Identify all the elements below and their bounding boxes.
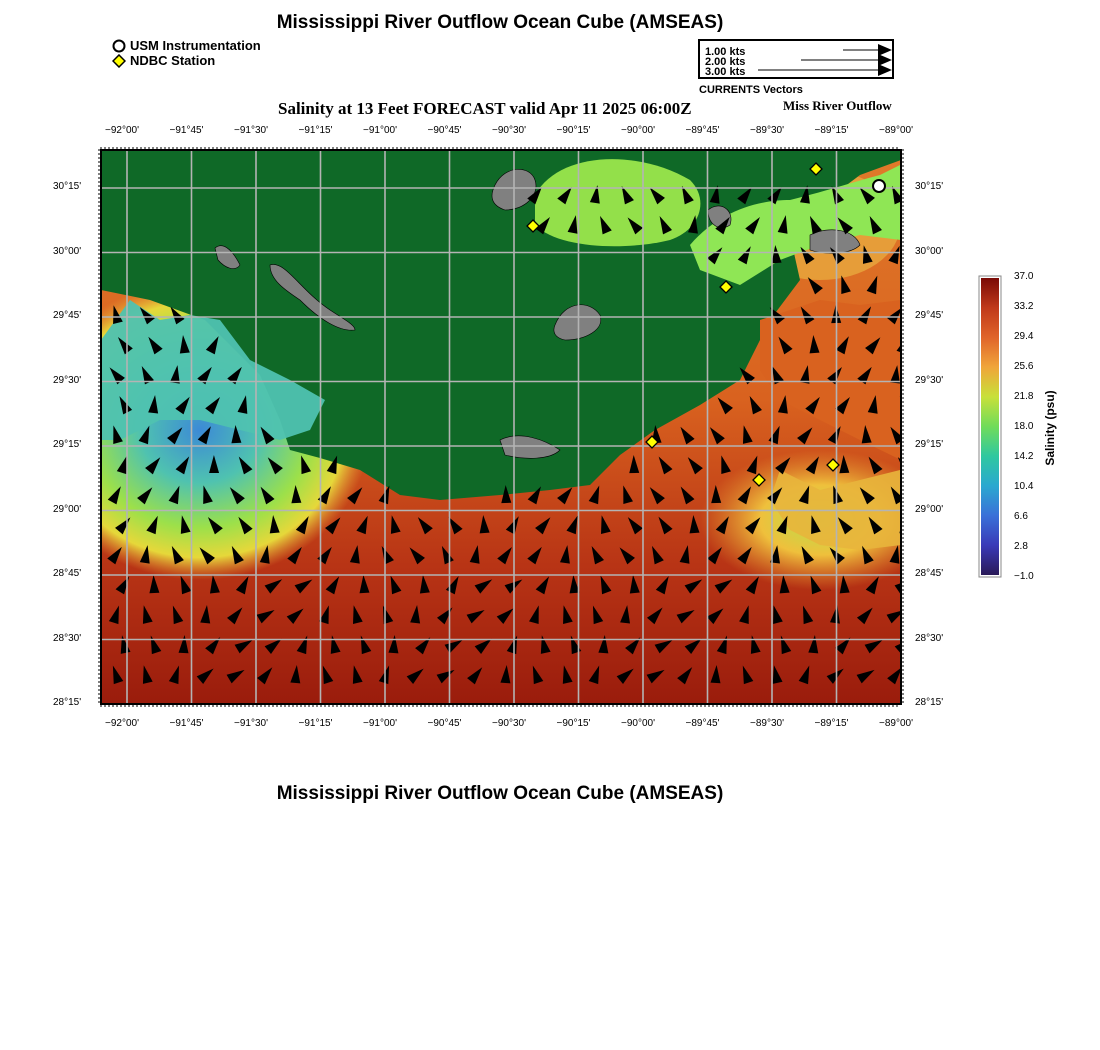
x-tick-label: −89°30' <box>750 718 784 729</box>
usm-station[interactable] <box>873 180 885 192</box>
x-tick-label: −89°00' <box>879 718 913 729</box>
y-tick-label: 30°15' <box>53 181 82 192</box>
colorbar-tick-label: 37.0 <box>1014 271 1034 282</box>
colorbar-tick-label: 21.8 <box>1014 391 1034 402</box>
x-tick-label: −90°15' <box>556 125 591 136</box>
x-tick-label: −92°00' <box>105 718 139 729</box>
x-tick-label: −89°15' <box>814 125 849 136</box>
x-tick-label: −91°45' <box>169 125 204 136</box>
usm-legend-label: USM Instrumentation <box>130 38 261 53</box>
footer-title: Mississippi River Outflow Ocean Cube (AMSEAS) <box>276 783 724 804</box>
x-tick-label: −89°45' <box>685 718 720 729</box>
x-tick-label: −91°30' <box>234 125 268 136</box>
y-tick-label: 28°45' <box>915 568 944 579</box>
x-tick-label: −92°00' <box>105 125 139 136</box>
colorbar-tick-label: 33.2 <box>1014 301 1034 312</box>
y-tick-label: 29°30' <box>53 374 82 386</box>
x-tick-label: −91°15' <box>298 125 333 136</box>
vector-caption: CURRENTS Vectors <box>699 84 803 96</box>
x-tick-label: −90°00' <box>621 125 655 136</box>
colorbar-tick-label: 14.2 <box>1014 451 1034 462</box>
y-tick-label: 30°15' <box>915 181 944 192</box>
x-tick-label: −89°00' <box>879 125 913 136</box>
colorbar-tick-label: 18.0 <box>1014 421 1034 432</box>
y-tick-label: 29°15' <box>53 439 82 450</box>
y-tick-label: 29°00' <box>53 503 82 515</box>
x-tick-label: −90°00' <box>621 718 655 729</box>
colorbar-title: Salinity (psu) <box>1043 390 1057 466</box>
x-tick-label: −89°30' <box>750 125 784 136</box>
y-tick-label: 29°45' <box>53 310 82 321</box>
x-tick-label: −91°15' <box>298 718 333 729</box>
vector-row-1: 1.00 kts <box>705 46 746 58</box>
y-tick-label: 30°00' <box>915 245 944 257</box>
y-tick-label: 29°45' <box>915 310 944 321</box>
colorbar-tick-label: −1.0 <box>1014 571 1034 582</box>
x-tick-label: −91°45' <box>169 718 204 729</box>
region-label: Miss River Outflow <box>783 98 892 113</box>
map-canvas <box>30 150 940 704</box>
ndbc-legend-label: NDBC Station <box>130 53 216 68</box>
salinity-colorbar <box>975 272 1005 582</box>
x-tick-label: −90°15' <box>556 718 591 729</box>
y-tick-label: 28°45' <box>53 568 82 579</box>
x-tick-label: −90°45' <box>427 125 462 136</box>
y-tick-label: 28°30' <box>915 632 944 644</box>
map-subtitle: Salinity at 13 Feet FORECAST valid Apr 11 2025 06:00Z <box>278 99 692 118</box>
x-tick-label: −91°00' <box>363 718 397 729</box>
y-tick-label: 29°30' <box>915 374 944 386</box>
x-tick-label: −89°15' <box>814 718 849 729</box>
colorbar-tick-label: 25.6 <box>1014 361 1034 372</box>
vector-row-3: 3.00 kts <box>705 66 746 78</box>
y-tick-label: 28°15' <box>53 697 82 708</box>
y-tick-label: 30°00' <box>53 245 82 257</box>
page-title: Mississippi River Outflow Ocean Cube (AMSEAS) <box>276 12 724 33</box>
y-tick-label: 29°00' <box>915 503 944 515</box>
y-tick-label: 29°15' <box>915 439 944 450</box>
colorbar-tick-label: 2.8 <box>1014 541 1028 552</box>
x-tick-label: −91°30' <box>234 718 268 729</box>
x-tick-label: −90°45' <box>427 718 462 729</box>
x-tick-label: −89°45' <box>685 125 720 136</box>
colorbar-tick-label: 29.4 <box>1014 331 1034 342</box>
vector-row-2: 2.00 kts <box>705 56 746 68</box>
colorbar-tick-label: 10.4 <box>1014 481 1034 492</box>
y-tick-label: 28°15' <box>915 697 944 708</box>
y-tick-label: 28°30' <box>53 632 82 644</box>
x-tick-label: −91°00' <box>363 125 397 136</box>
colorbar-tick-label: 6.6 <box>1014 511 1028 522</box>
x-tick-label: −90°30' <box>492 718 526 729</box>
x-tick-label: −90°30' <box>492 125 526 136</box>
